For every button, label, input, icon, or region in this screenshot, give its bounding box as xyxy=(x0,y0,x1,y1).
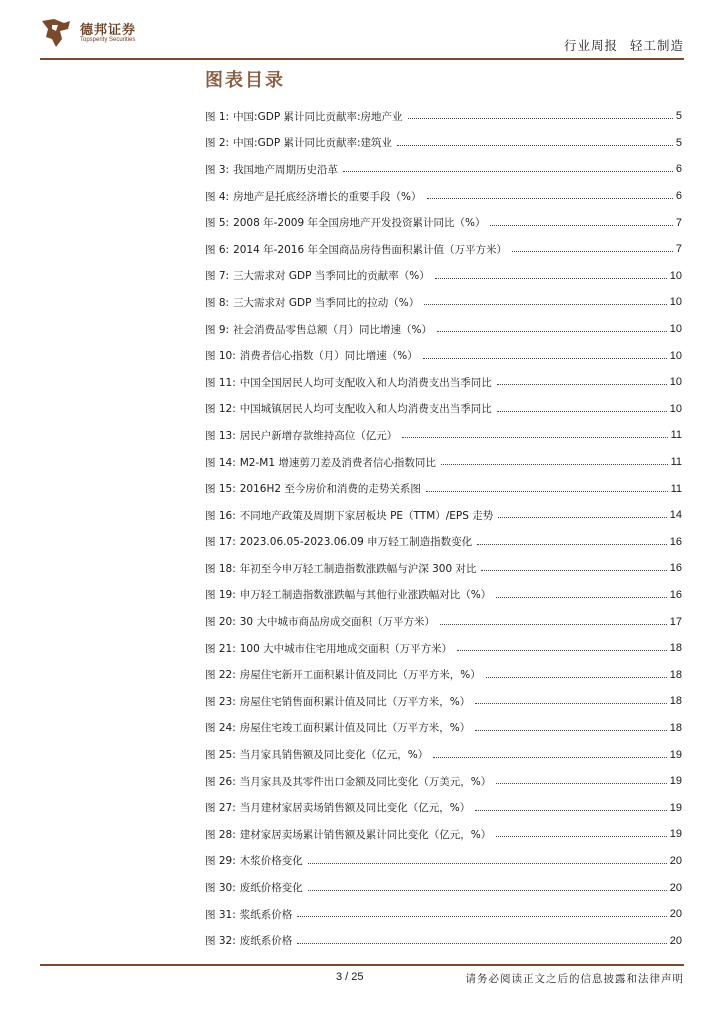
dot-leader xyxy=(490,225,672,226)
industry-name: 轻工制造 xyxy=(629,38,684,53)
dot-leader xyxy=(497,411,667,412)
figure-title: 房屋住宅销售面积累计值及同比（万平方米，%） xyxy=(239,695,471,708)
page-number-ref: 20 xyxy=(669,854,682,867)
toc-row[interactable] xyxy=(205,529,682,556)
toc-row[interactable] xyxy=(205,901,682,928)
page-number-ref: 19 xyxy=(669,828,682,841)
report-type: 行业周报 xyxy=(563,38,618,53)
figure-label: 图 16: xyxy=(205,509,236,522)
figure-title: 消费者信心指数（月）同比增速（%） xyxy=(239,350,418,363)
footer-divider xyxy=(40,964,684,966)
dot-leader xyxy=(481,570,666,571)
dot-leader xyxy=(486,677,667,678)
dot-leader xyxy=(496,783,667,784)
dot-leader xyxy=(475,810,667,811)
figure-title: 废纸价格变化 xyxy=(239,882,303,895)
toc-row[interactable] xyxy=(205,449,682,476)
figure-label: 图 12: xyxy=(205,403,236,416)
toc-row[interactable] xyxy=(205,608,682,635)
figure-label: 图 31: xyxy=(205,908,236,921)
figure-title: 房地产是托底经济增长的重要手段（%） xyxy=(233,190,422,203)
figure-label: 图 20: xyxy=(205,616,236,629)
figure-label: 图 28: xyxy=(205,828,236,841)
logo-name-en: Topsperity Securities xyxy=(80,37,136,43)
page-number-ref: 10 xyxy=(669,323,682,336)
figure-label: 图 5: xyxy=(205,217,230,230)
figure-title: 废纸系价格 xyxy=(239,935,293,948)
figure-title: 三大需求对 GDP 当季同比的贡献率（%） xyxy=(233,270,430,283)
page-number-ref: 5 xyxy=(675,136,682,149)
figure-label: 图 25: xyxy=(205,749,236,762)
dot-leader xyxy=(297,916,667,917)
figure-title: 浆纸系价格 xyxy=(239,908,293,921)
dot-leader xyxy=(402,437,667,438)
toc-row[interactable] xyxy=(205,661,682,688)
page-number-ref: 20 xyxy=(669,934,682,947)
page-number-ref: 19 xyxy=(669,801,682,814)
figure-title: 房屋住宅竣工面积累计值及同比（万平方米，%） xyxy=(239,722,471,735)
toc-row[interactable] xyxy=(205,821,682,848)
figure-title: 2016H2 至今房价和消费的走势关系图 xyxy=(239,483,421,496)
figure-title: 社会消费品零售总额（月）同比增速（%） xyxy=(233,323,433,336)
toc-row[interactable] xyxy=(205,927,682,954)
figure-label: 图 32: xyxy=(205,935,236,948)
dot-leader xyxy=(433,757,667,758)
toc-row[interactable] xyxy=(205,635,682,662)
figure-label: 图 21: xyxy=(205,642,236,655)
figure-title: 2023.06.05-2023.06.09 申万轻工制造指数变化 xyxy=(239,536,473,549)
toc-row[interactable] xyxy=(205,103,682,130)
logo-mark-icon xyxy=(40,17,74,49)
toc-row[interactable] xyxy=(205,502,682,529)
header-divider xyxy=(40,58,684,60)
figure-title: 100 大中城市住宅用地成交面积（万平方米） xyxy=(239,642,453,655)
page-number-ref: 10 xyxy=(669,269,682,282)
figure-label: 图 7: xyxy=(205,270,230,283)
page-number-ref: 20 xyxy=(669,908,682,921)
page-number-ref: 16 xyxy=(669,588,682,601)
figure-label: 图 26: xyxy=(205,775,236,788)
figure-label: 图 19: xyxy=(205,589,236,602)
page-number-ref: 10 xyxy=(669,296,682,309)
figure-label: 图 14: xyxy=(205,456,236,469)
toc-row[interactable] xyxy=(205,688,682,715)
toc-row[interactable] xyxy=(205,396,682,423)
figure-title: 建材家居卖场累计销售额及累计同比变化（亿元，%） xyxy=(239,828,492,841)
toc-row[interactable] xyxy=(205,422,682,449)
figure-label: 图 22: xyxy=(205,669,236,682)
figure-title: 居民户新增存款维持高位（亿元） xyxy=(239,429,398,442)
dot-leader xyxy=(343,171,673,172)
figure-label: 图 30: xyxy=(205,882,236,895)
figure-label: 图 9: xyxy=(205,323,230,336)
dot-leader xyxy=(477,544,667,545)
dot-leader xyxy=(297,943,667,944)
figure-title: 中国城镇居民人均可支配收入和人均消费支出当季同比 xyxy=(239,403,492,416)
figure-title: 房屋住宅新开工面积累计值及同比（万平方米，%） xyxy=(239,669,481,682)
toc-row[interactable] xyxy=(205,741,682,768)
page-number-ref: 11 xyxy=(670,456,682,469)
dot-leader xyxy=(435,278,667,279)
page-number-ref: 6 xyxy=(675,190,682,203)
toc-row[interactable] xyxy=(205,183,682,210)
figure-label: 图 2: xyxy=(205,137,230,150)
toc-row[interactable] xyxy=(205,475,682,502)
dot-leader xyxy=(475,703,667,704)
legal-disclaimer: 请务必阅读正文之后的信息披露和法律声明 xyxy=(465,973,684,985)
figure-label: 图 8: xyxy=(205,296,230,309)
figure-label: 图 13: xyxy=(205,429,236,442)
figure-title: 年初至今申万轻工制造指数涨跌幅与沪深 300 对比 xyxy=(239,562,477,575)
page-number-ref: 14 xyxy=(669,509,682,522)
toc-row[interactable] xyxy=(205,848,682,875)
figure-title: 木浆价格变化 xyxy=(239,855,303,868)
figure-title: 中国全国居民人均可支配收入和人均消费支出当季同比 xyxy=(239,376,492,389)
page-number-ref: 5 xyxy=(675,110,682,123)
dot-leader xyxy=(496,597,667,598)
page-number-ref: 10 xyxy=(669,349,682,362)
page-number-ref: 18 xyxy=(669,695,682,708)
toc-row[interactable] xyxy=(205,794,682,821)
page-number-ref: 11 xyxy=(670,429,682,442)
page-number: 3 / 25 xyxy=(336,971,364,983)
page-header xyxy=(0,0,724,64)
figure-title: 不同地产政策及周期下家居板块 PE（TTM）/EPS 走势 xyxy=(239,509,494,522)
page-number-ref: 18 xyxy=(669,668,682,681)
page-number-ref: 18 xyxy=(669,642,682,655)
figure-title: 三大需求对 GDP 当季同比的拉动（%） xyxy=(233,296,420,309)
page-number-ref: 6 xyxy=(675,163,682,176)
dot-leader xyxy=(498,517,666,518)
figure-label: 图 11: xyxy=(205,376,236,389)
figure-label: 图 10: xyxy=(205,350,236,363)
figure-label: 图 29: xyxy=(205,855,236,868)
dot-leader xyxy=(475,730,667,731)
figure-label: 图 4: xyxy=(205,190,230,203)
page-title: 图表目录 xyxy=(205,70,285,91)
page-number-ref: 16 xyxy=(669,535,682,548)
figure-title: 2008 年-2009 年全国房地产开发投资累计同比（%） xyxy=(233,217,486,230)
figure-title: 中国:GDP 累计同比贡献率:房地产业 xyxy=(233,110,403,123)
figure-title: 当月家具及其零件出口金额及同比变化（万美元，%） xyxy=(239,775,492,788)
toc-row[interactable] xyxy=(205,582,682,609)
dot-leader xyxy=(512,251,673,252)
toc-row[interactable] xyxy=(205,316,682,343)
toc-row[interactable] xyxy=(205,768,682,795)
toc-row[interactable] xyxy=(205,555,682,582)
company-logo xyxy=(40,17,180,49)
toc-row[interactable] xyxy=(205,342,682,369)
toc-row[interactable] xyxy=(205,715,682,742)
figure-label: 图 3: xyxy=(205,163,230,176)
toc-row[interactable] xyxy=(205,209,682,236)
figure-title: 当月建材家居卖场销售额及同比变化（亿元，%） xyxy=(239,802,471,815)
figure-title: 30 大中城市商品房成交面积（万平方米） xyxy=(239,616,435,629)
page-number-ref: 20 xyxy=(669,881,682,894)
toc-row[interactable] xyxy=(205,369,682,396)
figure-label: 图 17: xyxy=(205,536,236,549)
figure-label: 图 23: xyxy=(205,695,236,708)
toc-row[interactable] xyxy=(205,236,682,263)
page-number-ref: 19 xyxy=(669,748,682,761)
dot-leader xyxy=(497,384,667,385)
dot-leader xyxy=(424,304,666,305)
dot-leader xyxy=(408,118,673,119)
table-of-figures xyxy=(205,103,682,954)
toc-row[interactable] xyxy=(205,130,682,157)
page-number-ref: 7 xyxy=(675,243,682,256)
page-number-ref: 7 xyxy=(675,216,682,229)
figure-label: 图 6: xyxy=(205,243,230,256)
figure-label: 图 18: xyxy=(205,562,236,575)
figure-title: 申万轻工制造指数涨跌幅与其他行业涨跌幅对比（%） xyxy=(239,589,492,602)
logo-name-cn: 德邦证券 xyxy=(80,23,137,38)
figure-title: 当月家具销售额及同比变化（亿元，%） xyxy=(239,749,429,762)
toc-row[interactable] xyxy=(205,289,682,316)
figure-title: 中国:GDP 累计同比贡献率:建筑业 xyxy=(233,137,393,150)
dot-leader xyxy=(423,358,667,359)
figure-label: 图 24: xyxy=(205,722,236,735)
toc-row[interactable] xyxy=(205,874,682,901)
figure-title: M2-M1 增速剪刀差及消费者信心指数同比 xyxy=(239,456,436,469)
dot-leader xyxy=(441,464,668,465)
dot-leader xyxy=(426,491,668,492)
dot-leader xyxy=(427,198,673,199)
dot-leader xyxy=(440,624,667,625)
page-number-ref: 17 xyxy=(669,615,682,628)
dot-leader xyxy=(308,890,667,891)
header-category xyxy=(564,36,684,54)
dot-leader xyxy=(308,863,667,864)
figure-title: 2014 年-2016 年全国商品房待售面积累计值（万平方米） xyxy=(233,243,507,256)
figure-title: 我国地产周期历史沿革 xyxy=(233,163,339,176)
page-number-ref: 16 xyxy=(669,562,682,575)
toc-row[interactable] xyxy=(205,263,682,290)
toc-row[interactable] xyxy=(205,156,682,183)
figure-label: 图 15: xyxy=(205,483,236,496)
page-number-ref: 10 xyxy=(669,376,682,389)
dot-leader xyxy=(397,145,673,146)
page-number-ref: 10 xyxy=(669,402,682,415)
dot-leader xyxy=(437,331,667,332)
page-number-ref: 19 xyxy=(669,775,682,788)
dot-leader xyxy=(457,650,667,651)
figure-label: 图 1: xyxy=(205,110,230,123)
figure-label: 图 27: xyxy=(205,802,236,815)
page-number-ref: 18 xyxy=(669,721,682,734)
dot-leader xyxy=(496,836,667,837)
page-number-ref: 11 xyxy=(670,482,682,495)
